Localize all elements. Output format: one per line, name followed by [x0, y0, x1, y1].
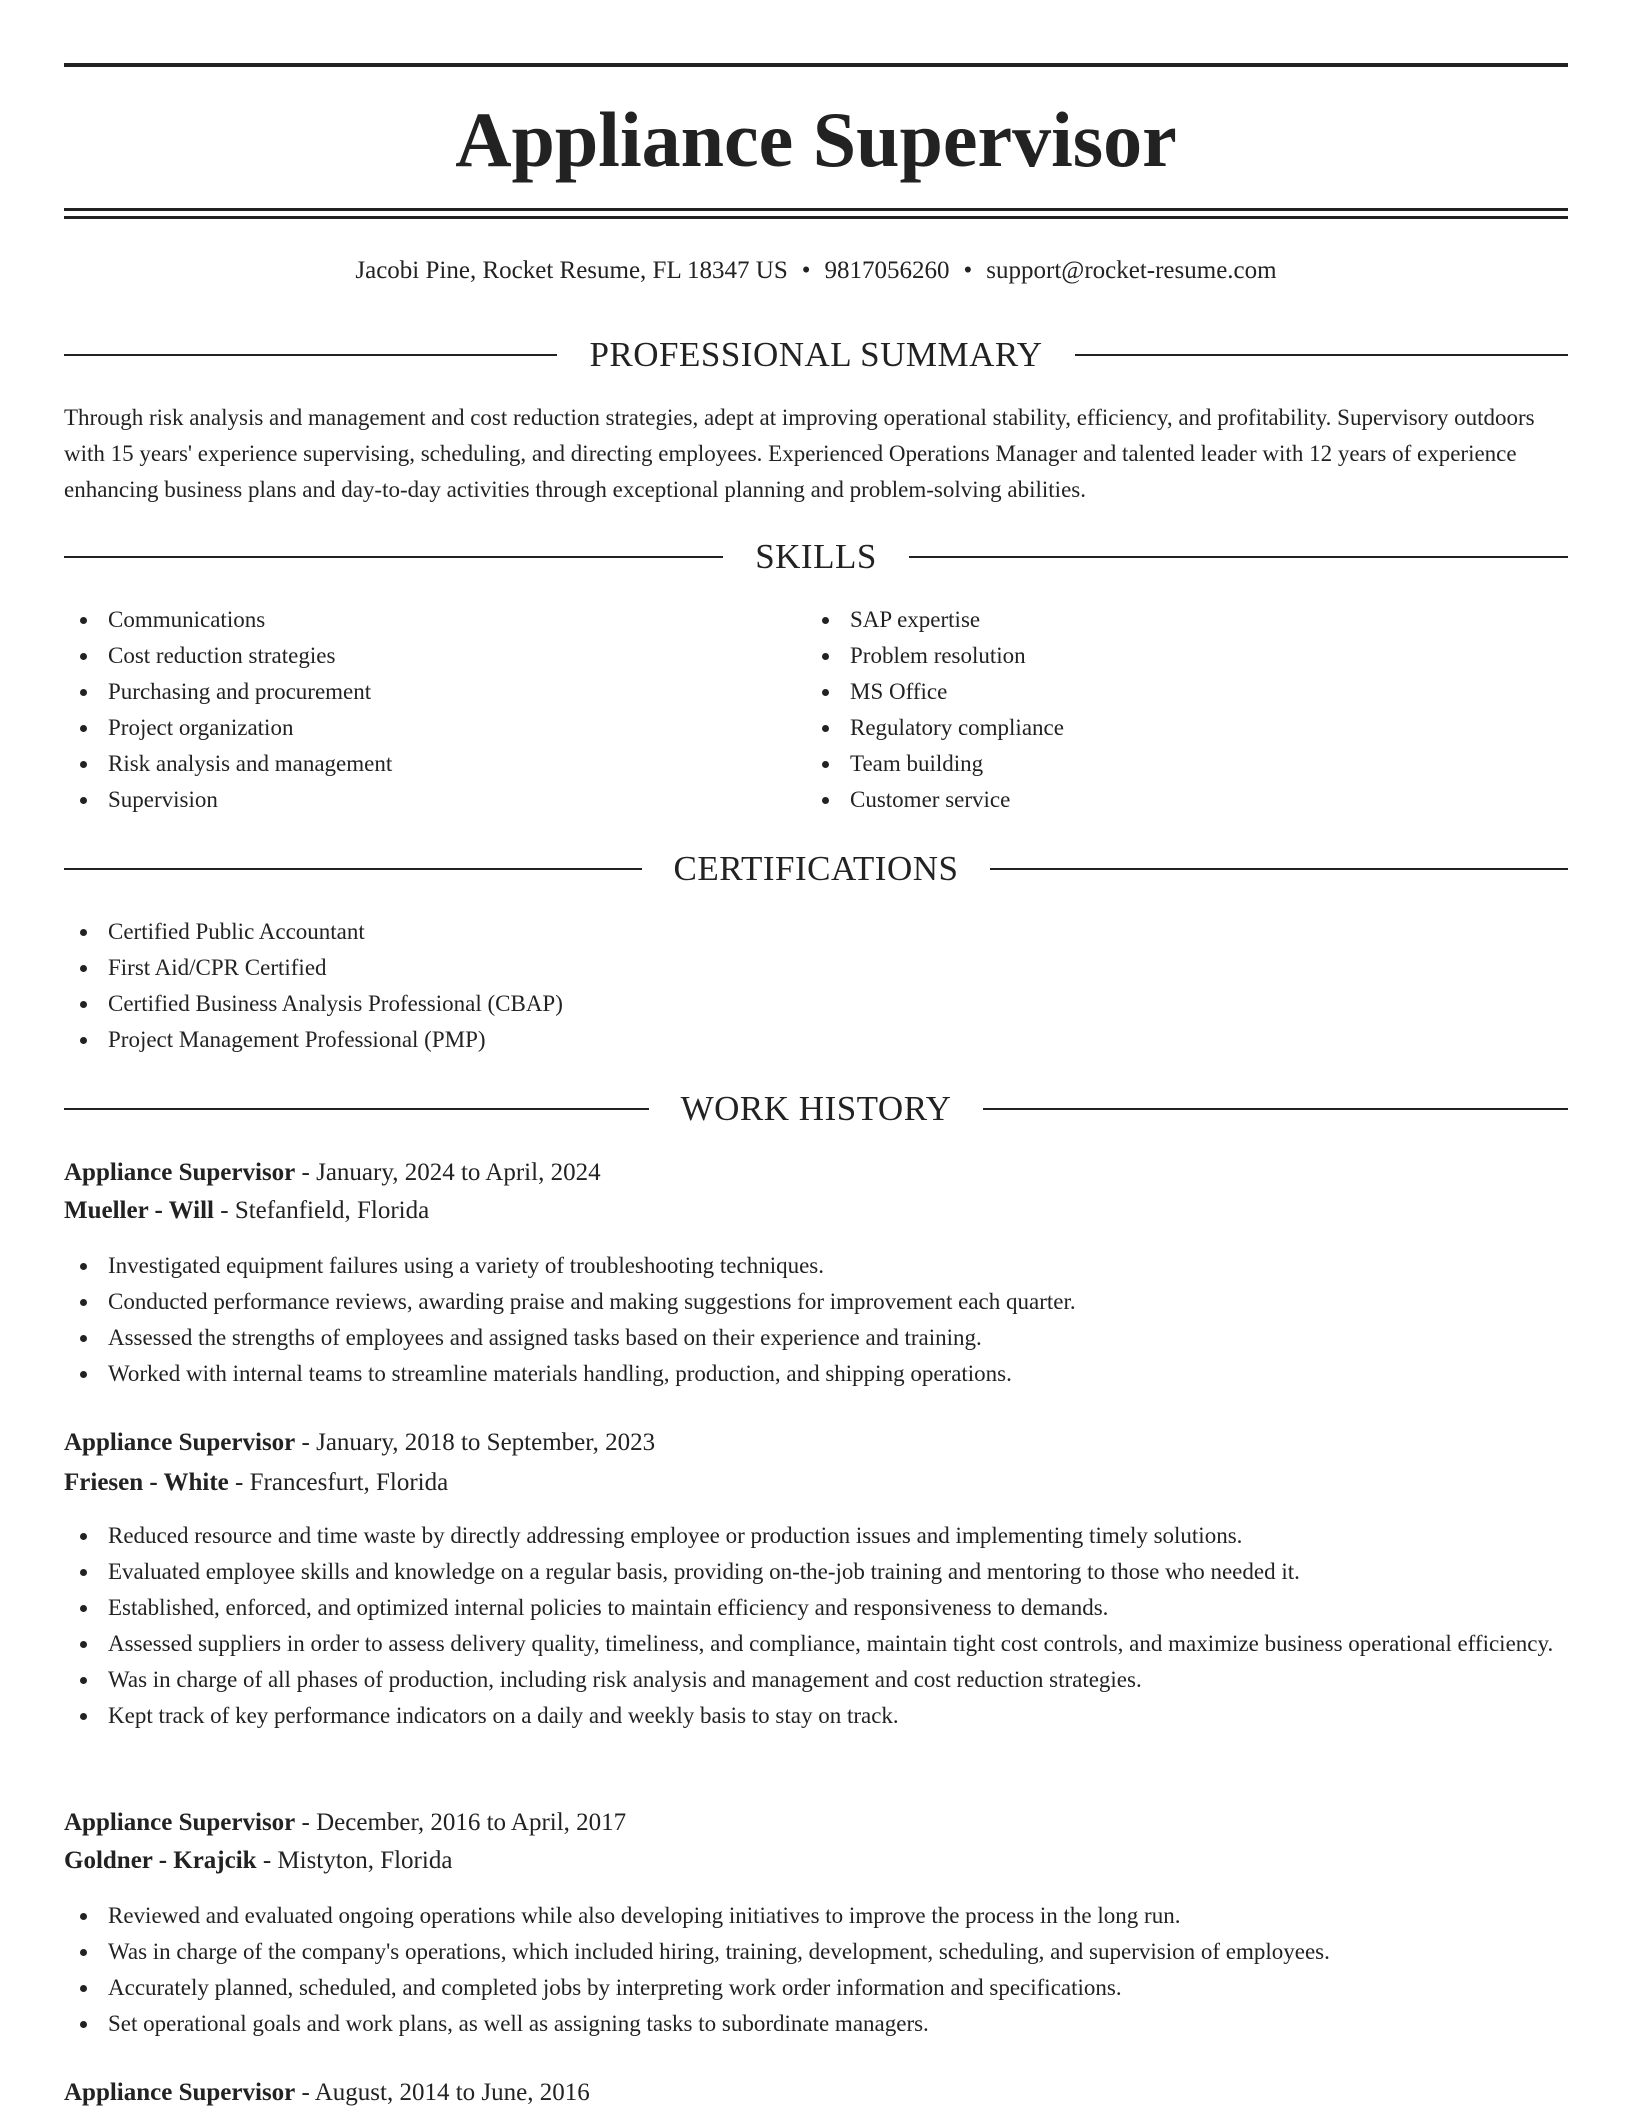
contact-separator: •: [963, 257, 973, 284]
section-heading-text: SKILLS: [755, 537, 877, 576]
job-title: Appliance Supervisor: [64, 1429, 296, 1456]
heading-rule: [64, 556, 723, 558]
job-title-line: [64, 1805, 1568, 1841]
heading-rule: [64, 354, 557, 356]
title-rule-upper: [64, 208, 1568, 211]
job-bullet: Accurately planned, scheduled, and completed jobs by interpreting work order information and specifications.: [64, 1970, 1568, 2006]
title-rule-lower: [64, 216, 1568, 219]
job-dash: -: [228, 1469, 250, 1496]
job-bullet: Was in charge of the company's operations, which included hiring, training, development, scheduling, and supervision of employees.: [64, 1934, 1568, 1970]
job-dates: January, 2018 to September, 2023: [316, 1429, 656, 1456]
resume-title: Appliance Supervisor: [455, 96, 1177, 183]
certification-item: Project Management Professional (PMP): [64, 1022, 1568, 1058]
job-bullet: Assessed suppliers in order to assess delivery quality, timeliness, and compliance, maintain tight cost controls, and maximize business operational efficiency.: [64, 1626, 1568, 1662]
heading-rule: [983, 1108, 1568, 1110]
section-heading-work-history: [64, 1089, 1568, 1129]
job-company: Mueller - Will: [64, 1197, 214, 1224]
section-heading-skills: [64, 537, 1568, 577]
job-bullet: Set operational goals and work plans, as well as assigning tasks to subordinate managers.: [64, 2006, 1568, 2042]
skill-item: Project organization: [64, 710, 804, 746]
top-rule: [64, 63, 1568, 67]
skill-item: Regulatory compliance: [806, 710, 1546, 746]
skill-item: Communications: [64, 602, 804, 638]
job-bullet: Established, enforced, and optimized internal policies to maintain efficiency and responsiveness to demands.: [64, 1590, 1568, 1626]
skill-item: MS Office: [806, 674, 1546, 710]
certifications-list: [64, 914, 1568, 1058]
job-dash: -: [295, 1809, 317, 1836]
contact-address: Jacobi Pine, Rocket Resume, FL 18347 US: [355, 257, 788, 284]
summary-text: Through risk analysis and management and cost reduction strategies, adept at improving operational stability, efficiency, and profitability. Supervisory outdoors with 15 years' experience supervising, scheduling, and directing employees. Experienced Operations Manager and talented leader with 12 years of experience enhancing business plans and day-to-day activities through exceptional planning and problem-solving abilities.: [64, 405, 1535, 502]
job-bullets: [64, 1248, 1568, 1392]
job-company-line: [64, 1843, 1568, 1879]
heading-rule: [990, 868, 1568, 870]
job-bullet: Conducted performance reviews, awarding praise and making suggestions for improvement each quarter.: [64, 1284, 1568, 1320]
certification-item: Certified Business Analysis Professional (CBAP): [64, 986, 1568, 1022]
skill-item: Problem resolution: [806, 638, 1546, 674]
skill-item: Risk analysis and management: [64, 746, 804, 782]
skills-list-left: [64, 602, 804, 818]
job-bullet: Reviewed and evaluated ongoing operations while also developing initiatives to improve the process in the long run.: [64, 1898, 1568, 1934]
job-bullet: Reduced resource and time waste by directly addressing employee or production issues and implementing timely solutions.: [64, 1518, 1568, 1554]
skill-item: Customer service: [806, 782, 1546, 818]
skill-item: Team building: [806, 746, 1546, 782]
job-dash: -: [214, 1197, 235, 1224]
skill-item: Supervision: [64, 782, 804, 818]
job-location: Stefanfield, Florida: [234, 1197, 430, 1224]
section-heading-text: PROFESSIONAL SUMMARY: [589, 335, 1043, 374]
contact-phone: 9817056260: [824, 257, 950, 284]
job-dash: -: [295, 1429, 317, 1456]
skill-item: Cost reduction strategies: [64, 638, 804, 674]
job-dash: -: [256, 1847, 278, 1874]
heading-rule: [64, 1108, 649, 1110]
job-company: Goldner - Krajcik: [64, 1847, 257, 1874]
job-company: Friesen - White: [64, 1469, 229, 1496]
certification-item: Certified Public Accountant: [64, 914, 1568, 950]
section-heading-text: WORK HISTORY: [680, 1089, 952, 1128]
job-bullet: Kept track of key performance indicators on a daily and weekly basis to stay on track.: [64, 1698, 1568, 1734]
job-dates: January, 2024 to April, 2024: [316, 1159, 601, 1186]
heading-rule: [909, 556, 1568, 558]
job-bullet: Worked with internal teams to streamline materials handling, production, and shipping operations.: [64, 1356, 1568, 1392]
job-title: Appliance Supervisor: [64, 1809, 296, 1836]
job-company-line: [64, 1465, 1568, 1501]
job-bullet: Assessed the strengths of employees and assigned tasks based on their experience and training.: [64, 1320, 1568, 1356]
job-title-line: [64, 1425, 1568, 1461]
job-title: Appliance Supervisor: [64, 1159, 296, 1186]
skill-item: SAP expertise: [806, 602, 1546, 638]
job-dates: August, 2014 to June, 2016: [314, 2079, 590, 2106]
certification-item: First Aid/CPR Certified: [64, 950, 1568, 986]
heading-rule: [1075, 354, 1568, 356]
job-dates: December, 2016 to April, 2017: [316, 1809, 627, 1836]
contact-email: support@rocket-resume.com: [986, 257, 1277, 284]
section-heading-certifications: [64, 849, 1568, 889]
job-bullets: [64, 1898, 1568, 2042]
skill-item: Purchasing and procurement: [64, 674, 804, 710]
job-bullet: Was in charge of all phases of production, including risk analysis and management and cost reduction strategies.: [64, 1662, 1568, 1698]
job-bullet: Evaluated employee skills and knowledge on a regular basis, providing on-the-job training and mentoring to those who needed it.: [64, 1554, 1568, 1590]
job-title-line: [64, 1155, 1568, 1191]
job-title: Appliance Supervisor: [64, 2079, 296, 2106]
section-heading-text: CERTIFICATIONS: [673, 849, 959, 888]
job-location: Francesfurt, Florida: [249, 1469, 449, 1496]
contact-separator: •: [801, 257, 811, 284]
job-bullet: Investigated equipment failures using a variety of troubleshooting techniques.: [64, 1248, 1568, 1284]
job-dash: -: [295, 1159, 317, 1186]
job-title-line: [64, 2075, 1568, 2111]
job-location: Mistyton, Florida: [277, 1847, 453, 1874]
job-company-line: [64, 1193, 1568, 1229]
job-bullets: [64, 1518, 1568, 1734]
job-dash: -: [295, 2079, 315, 2106]
skills-list-right: [806, 602, 1546, 818]
section-heading-summary: [64, 335, 1568, 375]
contact-line: [64, 255, 1568, 287]
heading-rule: [64, 868, 642, 870]
